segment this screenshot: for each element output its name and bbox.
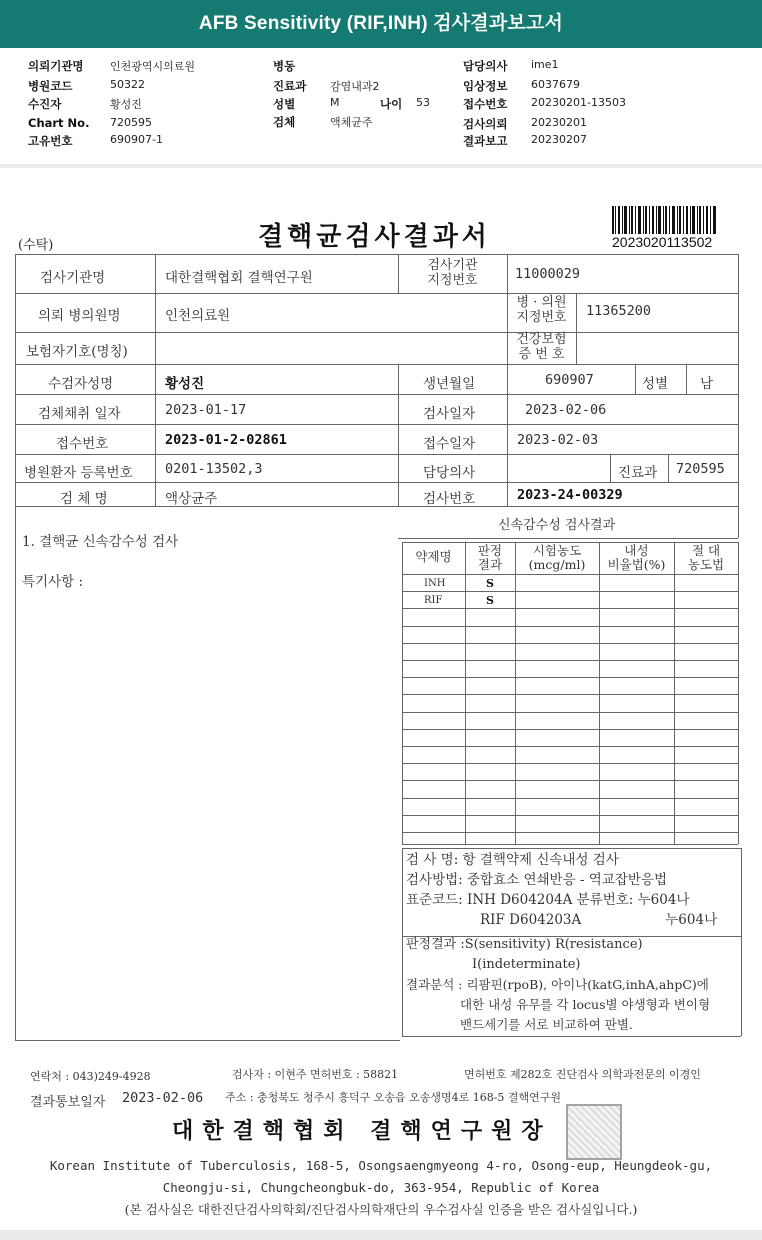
info-value: 690907-1 [110, 133, 163, 146]
patient-name: 황성진 [165, 376, 205, 392]
col-header: 결과 [477, 557, 503, 572]
judgement-legend-line: I(indeterminate) [472, 957, 581, 972]
form-label: 수검자성명 [48, 376, 114, 392]
form-label: 접수번호 [56, 436, 109, 452]
info-value: 20230207 [531, 133, 587, 146]
table-row-line [402, 729, 738, 730]
judgement-result: S [486, 577, 494, 590]
results-title: 신속감수성 검사결과 [498, 518, 616, 533]
form-value: 인천의료원 [165, 308, 231, 324]
table-row-line [402, 798, 738, 799]
standard-code: 표준코드: INH D604204A 분류번호: 누604나 [406, 892, 690, 908]
table-row-line [402, 591, 738, 592]
form-label: 병원환자 등록번호 [24, 465, 133, 481]
form-label: 검사번호 [423, 491, 476, 507]
form-value: 대한결핵협회 결핵연구원 [165, 270, 313, 286]
col-header: 농도법 [687, 557, 725, 572]
form-value: 2023-02-03 [517, 432, 599, 448]
info-value: ime1 [531, 58, 559, 71]
test-number: 2023-24-00329 [517, 487, 623, 503]
barcode [612, 206, 716, 234]
form-value: 2023-02-06 [525, 402, 607, 418]
form-label: 보험자기호(명칭) [26, 344, 128, 360]
table-row-line [402, 746, 738, 747]
table-row-line [402, 832, 738, 833]
standard-code-rif: RIF D604203A [480, 912, 582, 928]
info-value: 액체균주 [330, 116, 373, 129]
info-value: 감염내과2 [330, 80, 380, 93]
table-row-line [402, 626, 738, 627]
form-label: 성별 [642, 376, 669, 392]
info-label: 검체 [273, 115, 296, 129]
specialist-license: 면허번호 제282호 진단검사 의학과전문의 이경인 [464, 1068, 701, 1081]
table-row-line [402, 660, 738, 661]
form-label: 접수일자 [423, 436, 476, 452]
contact: 연락처 : 043)249-4928 [30, 1070, 151, 1083]
drug-name: RIF [424, 595, 443, 606]
barcode-number: 2023020113502 [612, 234, 713, 250]
form-label: 검체채취 일자 [38, 406, 121, 422]
form-value: 11365200 [586, 303, 652, 319]
english-address-line: Korean Institute of Tuberculosis, 168-5, Osongsaengmyeong 4-ro, Osong-eup, Heungdeok-gu, [49, 1158, 713, 1173]
info-label: 접수번호 [463, 97, 508, 111]
table-row-line [402, 780, 738, 781]
table-row-line [402, 763, 738, 764]
test-name: 검 사 명: 항 결핵약제 신속내성 검사 [406, 852, 619, 868]
col-header: 판정 [477, 543, 503, 558]
director-title: 대한결핵협회 결핵연구원장 [172, 1118, 552, 1144]
examiner: 검사자 : 이현주 면허번호 : 58821 [232, 1068, 399, 1081]
table-row-line [402, 643, 738, 644]
consignment-mark: (수탁) [18, 238, 54, 253]
test-method: 검사방법: 중합효소 연쇄반응 - 역교잡반응법 [406, 872, 668, 888]
info-label: 진료과 [273, 79, 307, 93]
col-header: 내성 [624, 543, 649, 558]
info-value: 53 [416, 96, 430, 109]
info-label: 성별 [273, 97, 296, 111]
report-info [0, 54, 762, 154]
judgement-legend-line: 판정결과 :S(sensitivity) R(resistance) [406, 937, 643, 952]
form-value: 720595 [676, 461, 725, 477]
info-label: 나이 [380, 97, 403, 111]
official-seal-icon [566, 1104, 622, 1160]
info-label: 담당의사 [463, 59, 508, 73]
info-value: 황성진 [110, 98, 142, 111]
analysis-line: 대한 내성 유무를 각 locus별 야생형과 변이형 [460, 997, 711, 1012]
info-value: 6037679 [531, 78, 580, 91]
info-label: 고유번호 [28, 134, 73, 148]
info-value: 50322 [110, 78, 145, 91]
info-value: 인천광역시의료원 [110, 60, 196, 73]
col-header: 절 대 [691, 543, 721, 558]
form-title: 결핵균검사결과서 [258, 222, 491, 252]
info-value: 720595 [110, 116, 152, 129]
col-header: (mcg/ml) [528, 557, 586, 572]
form-label: 검사기관 [427, 258, 478, 273]
result-analysis [406, 975, 710, 1035]
form-label: 지정번호 [427, 273, 478, 288]
table-row-line [402, 712, 738, 713]
analysis-line: 밴드세기를 서로 비교하여 판별. [460, 1017, 633, 1032]
address: 주소 : 충청북도 청주시 흥덕구 오송읍 오송생명4로 168-5 결핵연구원 [225, 1091, 562, 1104]
info-value: 20230201-13503 [531, 96, 626, 109]
info-label: Chart No. [28, 116, 90, 130]
page-bottom-strip [0, 1230, 762, 1240]
judgement-legend [406, 935, 643, 975]
form-label: 검사일자 [423, 406, 476, 422]
info-label: 병원코드 [28, 79, 73, 93]
table-row-line [402, 677, 738, 678]
form-label: 생년월일 [423, 376, 476, 392]
table-row-line [402, 608, 738, 609]
accession-number: 2023-01-2-02861 [165, 432, 287, 448]
drug-name: INH [424, 578, 446, 589]
info-label: 병동 [273, 59, 296, 73]
form-value: 액상균주 [165, 491, 218, 507]
table-row-line [402, 694, 738, 695]
info-value: 20230201 [531, 116, 587, 129]
special-notes: 특기사항 : [22, 574, 84, 590]
form-label: 진료과 [618, 465, 658, 481]
judgement-result: S [486, 594, 494, 607]
table-row-line [402, 815, 738, 816]
col-header: 비율법(%) [607, 557, 666, 572]
info-label: 수진자 [28, 97, 62, 111]
scanned-result-form [0, 168, 762, 1230]
form-value: 690907 [545, 372, 594, 388]
analysis-line: 결과분석 : 리팜핀(rpoB), 아이나(katG,inhA,ahpC)에 [406, 977, 709, 992]
info-label: 검사의뢰 [463, 117, 508, 131]
report-title: AFB Sensitivity (RIF,INH) 검사결과보고서 [0, 0, 762, 48]
info-label: 결과보고 [463, 134, 508, 148]
form-label: 증 번 호 [518, 347, 565, 362]
col-header: 시험농도 [532, 543, 582, 558]
col-header: 약제명 [415, 549, 452, 564]
class-code-rif: 누604나 [665, 912, 718, 928]
info-label: 의뢰기관명 [28, 59, 84, 73]
notify-date: 2023-02-06 [122, 1090, 204, 1106]
form-label: 의뢰 병의원명 [38, 308, 121, 324]
form-label: 검사기관명 [40, 270, 106, 286]
form-label: 검 체 명 [60, 491, 108, 507]
method-info [406, 850, 717, 930]
info-value: M [330, 96, 340, 109]
certification-note: (본 검사실은 대한진단검사의학회/진단검사의학재단의 우수검사실 인증을 받은 검사실입니다.) [124, 1202, 638, 1217]
notify-label: 결과통보일자 [30, 1095, 106, 1110]
form-label: 건강보험 [516, 332, 567, 347]
form-value: 2023-01-17 [165, 402, 247, 418]
form-value: 0201-13502,3 [165, 461, 263, 477]
form-label: 병 · 의원 [516, 295, 567, 310]
form-label: 담당의사 [423, 465, 476, 481]
form-value: 11000029 [515, 266, 581, 282]
form-label: 지정번호 [516, 310, 567, 325]
form-value: 남 [700, 376, 714, 392]
info-label: 임상정보 [463, 79, 508, 93]
test-item: 1. 결핵균 신속감수성 검사 [22, 534, 179, 550]
english-address-line: Cheongju-si, Chungcheongbuk-do, 363-954, Republic of Korea [162, 1180, 600, 1195]
